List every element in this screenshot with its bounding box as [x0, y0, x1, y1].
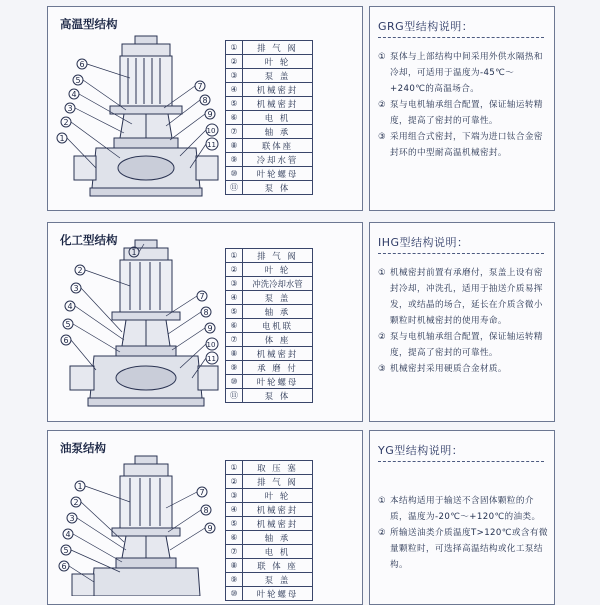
- divider: [378, 253, 544, 254]
- part-number: ①: [226, 249, 243, 263]
- callout-label: 2: [73, 498, 79, 507]
- part-name: 轴 承: [243, 305, 313, 319]
- list-item: [378, 49, 548, 97]
- part-number: ⑪: [226, 181, 243, 195]
- list-item: [378, 361, 548, 377]
- item-text: 采用组合式密封，下端为进口钛合金密封环的中型耐高温机械密封。: [390, 132, 543, 158]
- table-row: [226, 277, 313, 291]
- table-row: [226, 125, 313, 139]
- callout-label: 5: [63, 546, 69, 555]
- callout-label: 10: [206, 127, 216, 135]
- part-name: 排 气 阀: [243, 249, 313, 263]
- part-name: 叶 轮: [243, 263, 313, 277]
- callout-label: 5: [65, 320, 71, 329]
- item-number: ①: [378, 268, 386, 278]
- part-name: 排 气 阀: [243, 41, 313, 55]
- callout-label: 1: [59, 134, 65, 143]
- chemical-pump-drawing: [40, 236, 220, 418]
- part-name: 叶轮螺母: [243, 167, 313, 181]
- item-text: 机械密封采用硬质合金材质。: [390, 364, 507, 374]
- callout-label: 3: [69, 514, 75, 523]
- table-row: [226, 83, 313, 97]
- list-item: [378, 525, 548, 573]
- table-row: [226, 263, 313, 277]
- table-row: [226, 153, 313, 167]
- part-number: ④: [226, 291, 243, 305]
- part-name: 机械密封: [243, 503, 313, 517]
- callout-label: 6: [61, 562, 67, 571]
- divider: [378, 461, 544, 462]
- description-list: [378, 49, 548, 161]
- description-title: IHG型结构说明：: [378, 236, 469, 249]
- part-number: ⑥: [226, 319, 243, 333]
- part-name: 叶轮螺母: [243, 375, 313, 389]
- part-name: 轴 承: [243, 531, 313, 545]
- callout-label: 5: [75, 76, 81, 85]
- callout-label: 3: [67, 104, 73, 113]
- list-item: [378, 129, 548, 161]
- part-number: ⑥: [226, 531, 243, 545]
- table-row: [226, 333, 313, 347]
- item-number: ③: [378, 364, 386, 374]
- item-text: 泵与电机轴承组合配置，保证轴运转精度，提高了密封的可靠性。: [390, 100, 543, 126]
- callout-label: 8: [203, 308, 209, 317]
- section-title: 油泵结构: [60, 441, 106, 455]
- table-row: [226, 489, 313, 503]
- list-item: [378, 493, 548, 525]
- description-title: YG型结构说明：: [378, 444, 464, 457]
- part-number: ③: [226, 489, 243, 503]
- callout-label: 4: [65, 530, 71, 539]
- callout-label: 6: [79, 60, 85, 69]
- high-temp-pump-drawing: [40, 28, 220, 206]
- table-row: [226, 389, 313, 403]
- description-list: [378, 265, 548, 377]
- callout-label: 7: [199, 488, 205, 497]
- table-row: [226, 503, 313, 517]
- part-number: ⑤: [226, 305, 243, 319]
- part-number: ②: [226, 263, 243, 277]
- callout-label: 2: [77, 266, 83, 275]
- part-name: 叶 轮: [243, 55, 313, 69]
- callout-label: 11: [207, 141, 216, 149]
- table-row: [226, 531, 313, 545]
- callout-label: 1: [131, 248, 137, 257]
- description-list: [378, 493, 548, 573]
- part-name: 泵 体: [243, 389, 313, 403]
- table-row: [226, 97, 313, 111]
- part-name: 泵 盖: [243, 69, 313, 83]
- yg-description-panel: [369, 430, 555, 605]
- item-number: ②: [378, 332, 386, 342]
- part-number: ⑪: [226, 389, 243, 403]
- callout-label: 9: [207, 110, 213, 119]
- part-number: ⑦: [226, 545, 243, 559]
- part-name: 泵 盖: [243, 291, 313, 305]
- description-title: GRG型结构说明：: [378, 20, 474, 33]
- item-text: 所输送油类介质温度T>120℃或含有微量颗粒时，可选择高温结构或化工泵结构。: [390, 528, 548, 570]
- part-number: ①: [226, 41, 243, 55]
- callout-label: 4: [71, 90, 77, 99]
- grg-description-panel: [369, 6, 555, 211]
- section-title: 高温型结构: [60, 17, 118, 31]
- table-row: [226, 559, 313, 573]
- table-row: [226, 139, 313, 153]
- table-row: [226, 55, 313, 69]
- part-number: ⑦: [226, 125, 243, 139]
- callout-label: 9: [207, 324, 213, 333]
- part-name: 电 机: [243, 111, 313, 125]
- callout-label: 7: [199, 292, 205, 301]
- callout-label: 4: [67, 302, 73, 311]
- part-name: 电机联: [243, 319, 313, 333]
- table-row: [226, 517, 313, 531]
- callout-label: 9: [207, 524, 213, 533]
- part-name: 排 气 阀: [243, 475, 313, 489]
- part-name: 电 机: [243, 545, 313, 559]
- callout-label: 10: [206, 341, 216, 349]
- callout-label: 8: [202, 96, 208, 105]
- table-row: [226, 249, 313, 263]
- part-number: ⑧: [226, 139, 243, 153]
- list-item: [378, 329, 548, 361]
- part-number: ④: [226, 503, 243, 517]
- part-number: ⑤: [226, 97, 243, 111]
- item-number: ①: [378, 52, 386, 62]
- item-text: 机械密封前置有承磨付，泵盖上设有密封冷却，冲洗孔，适用于抽送介质易挥发，或结晶的场合，延长在介质含微小颗粒时机械密封的使用寿命。: [390, 268, 543, 326]
- table-row: [226, 69, 313, 83]
- item-text: 泵体与上部结构中间采用外供水隔热和冷却，可适用于温度为-45℃～+240℃的高温场合。: [390, 52, 543, 94]
- part-name: 机械密封: [243, 517, 313, 531]
- callout-label: 11: [207, 355, 216, 363]
- part-name: 叶 轮: [243, 489, 313, 503]
- part-number: ⑧: [226, 347, 243, 361]
- ihg-description-panel: [369, 222, 555, 422]
- part-number: ③: [226, 69, 243, 83]
- table-row: [226, 347, 313, 361]
- table-row: [226, 41, 313, 55]
- part-name: 承 磨 付: [243, 361, 313, 375]
- table-row: [226, 461, 313, 475]
- part-number: ⑩: [226, 375, 243, 389]
- callout-label: 6: [63, 336, 69, 345]
- part-name: 机械密封: [243, 97, 313, 111]
- table-row: [226, 291, 313, 305]
- part-number: ⑨: [226, 153, 243, 167]
- table-row: [226, 305, 313, 319]
- part-name: 叶轮螺母: [243, 587, 313, 601]
- part-name: 冲洗冷却水管: [243, 277, 313, 291]
- part-number: ④: [226, 83, 243, 97]
- part-name: 泵 体: [243, 181, 313, 195]
- part-name: 联体座: [243, 139, 313, 153]
- item-number: ②: [378, 528, 386, 538]
- callout-label: 1: [77, 482, 83, 491]
- part-number: ⑩: [226, 587, 243, 601]
- part-number: ⑤: [226, 517, 243, 531]
- part-number: ②: [226, 475, 243, 489]
- parts-table: [225, 248, 313, 403]
- part-number: ②: [226, 55, 243, 69]
- callout-label: 2: [63, 118, 69, 127]
- part-number: ⑧: [226, 559, 243, 573]
- item-text: 本结构适用于输送不含固体颗粒的介质，温度为-20℃～+120℃的油类。: [390, 496, 541, 522]
- part-number: ⑥: [226, 111, 243, 125]
- part-name: 机械密封: [243, 347, 313, 361]
- parts-table: [225, 40, 313, 195]
- item-number: ①: [378, 496, 386, 506]
- part-number: ⑦: [226, 333, 243, 347]
- part-number: ③: [226, 277, 243, 291]
- part-name: 联 体 座: [243, 559, 313, 573]
- table-row: [226, 545, 313, 559]
- part-number: ⑨: [226, 361, 243, 375]
- divider: [378, 37, 544, 38]
- part-number: ①: [226, 461, 243, 475]
- table-row: [226, 111, 313, 125]
- part-number: ⑩: [226, 167, 243, 181]
- table-row: [226, 573, 313, 587]
- table-row: [226, 361, 313, 375]
- table-row: [226, 587, 313, 601]
- section-title: 化工型结构: [60, 233, 118, 247]
- parts-table: [225, 460, 313, 601]
- item-text: 泵与电机轴承组合配置，保证轴运转精度，提高了密封的可靠性。: [390, 332, 543, 358]
- item-number: ③: [378, 132, 386, 142]
- part-name: 冷却水管: [243, 153, 313, 167]
- table-row: [226, 167, 313, 181]
- callout-label: 3: [73, 284, 79, 293]
- table-row: [226, 375, 313, 389]
- part-name: 取 压 塞: [243, 461, 313, 475]
- part-name: 机械密封: [243, 83, 313, 97]
- part-name: 轴 承: [243, 125, 313, 139]
- table-row: [226, 475, 313, 489]
- item-number: ②: [378, 100, 386, 110]
- table-row: [226, 319, 313, 333]
- list-item: [378, 265, 548, 329]
- list-item: [378, 97, 548, 129]
- part-name: 泵 盖: [243, 573, 313, 587]
- part-name: 体 座: [243, 333, 313, 347]
- table-row: [226, 181, 313, 195]
- callout-label: 8: [203, 506, 209, 515]
- oil-pump-drawing: [40, 446, 220, 596]
- callout-label: 7: [197, 82, 203, 91]
- part-number: ⑨: [226, 573, 243, 587]
